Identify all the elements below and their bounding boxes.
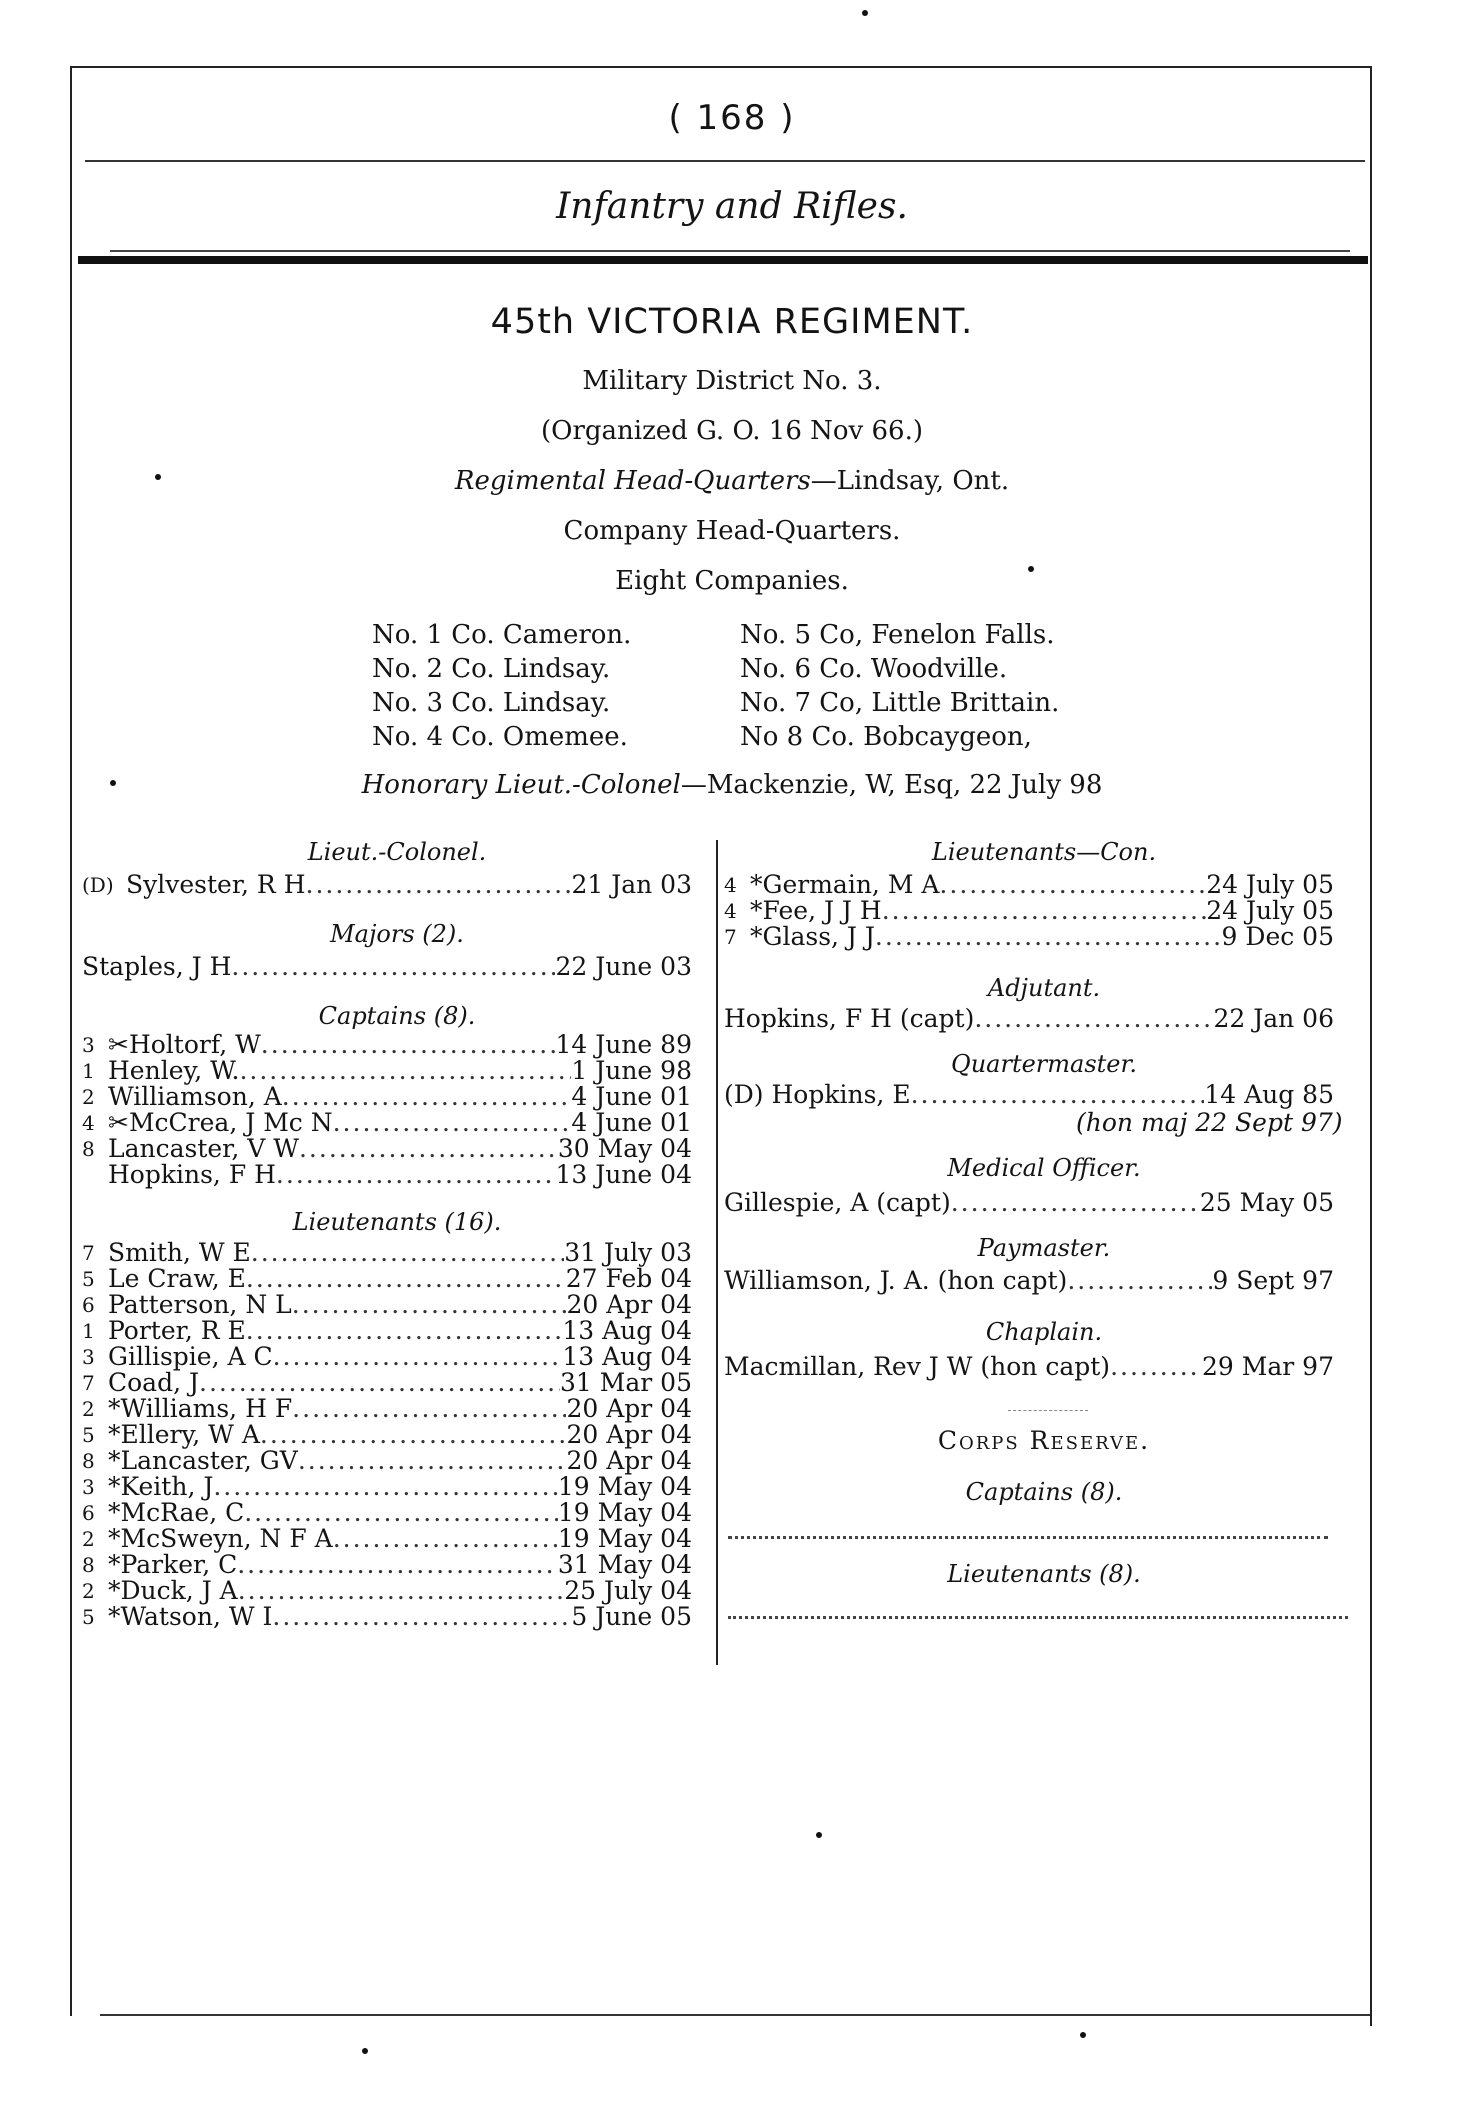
leader-dots xyxy=(237,1552,558,1578)
entry-date: 4 June 01 xyxy=(571,1082,692,1111)
entry-date: 20 Apr 04 xyxy=(566,1290,692,1319)
quartermaster-heading: Quartermaster. xyxy=(951,1050,1137,1078)
company-item: No. 1 Co. Cameron. xyxy=(372,620,632,650)
leader-dots xyxy=(244,1500,558,1526)
entry-number: 3 xyxy=(82,1033,95,1057)
list-item xyxy=(82,1162,692,1188)
entry-date: 22 June 03 xyxy=(555,952,692,981)
quartermaster-entry xyxy=(724,1082,1334,1108)
honorary-lieut-colonel xyxy=(0,770,1464,800)
ink-mark xyxy=(1080,2032,1086,2038)
reserve-captains-heading: Captains (8). xyxy=(965,1478,1123,1506)
entry-number: 8 xyxy=(82,1553,95,1577)
reserve-captains-blank xyxy=(728,1536,1328,1539)
leader-dots xyxy=(882,898,1207,924)
companies-left xyxy=(372,618,631,754)
leader-dots xyxy=(251,1240,564,1266)
entry-name: *Williams, H F xyxy=(108,1394,293,1423)
company-item: No. 4 Co. Omemee. xyxy=(372,722,628,752)
list-item xyxy=(82,1084,692,1110)
leader-dots xyxy=(261,1032,556,1058)
entry-name: ✂Holtorf, W xyxy=(108,1030,261,1059)
leader-dots xyxy=(333,1110,572,1136)
companies-count: Eight Companies. xyxy=(615,566,849,596)
entry-date: 19 May 04 xyxy=(557,1524,692,1553)
list-item xyxy=(82,1032,692,1058)
page-frame-left xyxy=(70,66,72,2016)
entry-date: 9 Dec 05 xyxy=(1221,922,1334,951)
entry-name: Coad, J xyxy=(108,1368,200,1397)
entry-name: *Germain, M A xyxy=(750,870,940,899)
entry-number: 6 xyxy=(82,1293,95,1317)
entry-date: 9 Sept 97 xyxy=(1212,1266,1334,1295)
list-item xyxy=(82,1448,692,1474)
list-item xyxy=(82,1578,692,1604)
section-title: Infantry and Rifles. xyxy=(556,186,908,227)
entry-date: 24 July 05 xyxy=(1206,896,1334,925)
list-item xyxy=(82,1604,692,1630)
entry-name: *Parker, C xyxy=(108,1550,238,1579)
list-item xyxy=(82,1292,692,1318)
entry-number: 5 xyxy=(82,1267,95,1291)
list-item xyxy=(82,1058,692,1084)
entry-name: Macmillan, Rev J W (hon capt) xyxy=(724,1352,1111,1381)
organized-note: (Organized G. O. 16 Nov 66.) xyxy=(541,416,923,446)
list-item xyxy=(82,1136,692,1162)
list-item xyxy=(82,1474,692,1500)
lieutenants-con-heading: Lieutenants—Con. xyxy=(931,838,1157,866)
majors-heading: Majors (2). xyxy=(330,920,464,948)
entry-name: *Lancaster, GV xyxy=(108,1446,298,1475)
entry-name: *McRae, C xyxy=(108,1498,245,1527)
entry-date: 31 May 04 xyxy=(557,1550,692,1579)
entry-date: 30 May 04 xyxy=(557,1134,692,1163)
entry-number: 2 xyxy=(82,1527,95,1551)
leader-dots xyxy=(238,1578,565,1604)
list-item xyxy=(724,872,1334,898)
entry-number: 7 xyxy=(82,1371,95,1395)
entry-name: *Fee, J J H xyxy=(750,896,882,925)
entry-date: 13 Aug 04 xyxy=(562,1342,692,1371)
company-item: No. 5 Co, Fenelon Falls. xyxy=(740,620,1055,650)
regimental-hq xyxy=(0,466,1464,496)
entry-number: 2 xyxy=(82,1579,95,1603)
military-district: Military District No. 3. xyxy=(582,366,882,396)
leader-dots xyxy=(260,1422,567,1448)
companies-right xyxy=(740,618,1059,754)
entry-number: 1 xyxy=(82,1059,95,1083)
leader-dots xyxy=(231,954,555,980)
entry-name: (D) Hopkins, E xyxy=(724,1080,911,1109)
company-item: No. 7 Co, Little Brittain. xyxy=(740,688,1060,718)
regiment-name: 45th VICTORIA REGIMENT. xyxy=(490,302,974,342)
entry-date: 14 June 89 xyxy=(555,1030,692,1059)
entry-name: *Duck, J A xyxy=(108,1576,238,1605)
entry-number: 5 xyxy=(82,1605,95,1629)
leader-dots xyxy=(282,1084,572,1110)
entry-date: 22 Jan 06 xyxy=(1213,1004,1334,1033)
entry-number: 7 xyxy=(82,1241,95,1265)
title-thin-rule xyxy=(110,250,1350,252)
entry-date: 20 Apr 04 xyxy=(566,1420,692,1449)
company-item: No. 6 Co. Woodville. xyxy=(740,654,1008,684)
entry-name: Williamson, A xyxy=(108,1082,282,1111)
list-item xyxy=(724,924,1334,950)
ink-mark xyxy=(110,780,116,786)
leader-dots xyxy=(239,1058,571,1084)
entry-name: Gillespie, A (capt) xyxy=(724,1188,951,1217)
entry-name: Lancaster, V W xyxy=(108,1134,299,1163)
entry-number: 8 xyxy=(82,1137,95,1161)
list-item xyxy=(724,898,1334,924)
entry-date: 19 May 04 xyxy=(557,1472,692,1501)
entry-date: 5 June 05 xyxy=(571,1602,692,1631)
regimental-hq-value: —Lindsay, Ont. xyxy=(810,466,1010,496)
entry-date: 13 June 04 xyxy=(555,1160,692,1189)
entry-number: (D) xyxy=(82,873,114,897)
leader-dots xyxy=(292,1396,566,1422)
chaplain-entry xyxy=(724,1354,1334,1380)
company-item: No. 3 Co. Lindsay. xyxy=(372,688,611,718)
honorary-label: Honorary Lieut.-Colonel xyxy=(361,770,681,800)
entry-date: 25 July 04 xyxy=(564,1576,692,1605)
leader-dots xyxy=(939,872,1206,898)
entry-name: *McSweyn, N F A xyxy=(108,1524,333,1553)
leader-dots xyxy=(306,872,572,898)
captains-heading: Captains (8). xyxy=(318,1002,476,1030)
entry-date: 29 Mar 97 xyxy=(1202,1352,1334,1381)
entry-date: 25 May 05 xyxy=(1199,1188,1334,1217)
title-thick-rule xyxy=(78,256,1368,264)
list-item xyxy=(82,1552,692,1578)
leader-dots xyxy=(273,1344,563,1370)
entry-number: 4 xyxy=(724,899,737,923)
separator-rule xyxy=(1008,1410,1088,1411)
entry-date: 21 Jan 03 xyxy=(571,870,692,899)
entry-date: 19 May 04 xyxy=(557,1498,692,1527)
lieutenants-heading: Lieutenants (16). xyxy=(292,1208,502,1236)
leader-dots xyxy=(974,1006,1213,1032)
entry-number: 4 xyxy=(724,873,737,897)
medical-entry xyxy=(724,1190,1334,1216)
leader-dots xyxy=(213,1474,557,1500)
entry-name: Le Craw, E xyxy=(108,1264,246,1293)
adjutant-heading: Adjutant. xyxy=(987,974,1101,1002)
paymaster-heading: Paymaster. xyxy=(977,1234,1111,1262)
page-frame-right xyxy=(1370,66,1372,2026)
medical-heading: Medical Officer. xyxy=(947,1154,1141,1182)
entry-name: *Watson, W I xyxy=(108,1602,273,1631)
entry-name: Sylvester, R H xyxy=(126,870,306,899)
entry-date: 31 July 03 xyxy=(564,1238,692,1267)
entry-date: 20 Apr 04 xyxy=(566,1394,692,1423)
entry-name: Porter, R E xyxy=(108,1316,246,1345)
list-item xyxy=(82,1526,692,1552)
entry-number: 1 xyxy=(82,1319,95,1343)
leader-dots xyxy=(246,1318,563,1344)
list-item xyxy=(82,1500,692,1526)
entry-number xyxy=(82,1162,108,1188)
entry-date: 4 June 01 xyxy=(571,1108,692,1137)
entry-date: 1 June 98 xyxy=(571,1056,692,1085)
list-item xyxy=(82,1344,692,1370)
paymaster-entry xyxy=(724,1268,1334,1294)
entry-number: 4 xyxy=(82,1111,95,1135)
leader-dots xyxy=(272,1604,571,1630)
entry-name: Patterson, N L xyxy=(108,1290,292,1319)
ink-mark xyxy=(155,474,161,480)
regimental-hq-label: Regimental Head-Quarters xyxy=(454,466,811,496)
entry-name: *Glass, J J xyxy=(750,922,875,951)
ink-mark xyxy=(1028,566,1034,572)
corps-reserve-heading: Corps Reserve. xyxy=(937,1426,1151,1455)
entry-name: *Ellery, W A xyxy=(108,1420,260,1449)
entry-date: 24 July 05 xyxy=(1206,870,1334,899)
entry-name: Gillispie, A C xyxy=(108,1342,273,1371)
header-rule xyxy=(85,160,1365,162)
column-divider xyxy=(716,840,718,1665)
page-frame-bottom xyxy=(100,2014,1370,2016)
entry-date: 20 Apr 04 xyxy=(566,1446,692,1475)
reserve-lieutenants-heading: Lieutenants (8). xyxy=(947,1560,1141,1588)
list-item xyxy=(82,1370,692,1396)
entry-number: 6 xyxy=(82,1501,95,1525)
entry-date: 14 Aug 85 xyxy=(1204,1080,1334,1109)
list-item xyxy=(82,1396,692,1422)
entry-number: 2 xyxy=(82,1397,95,1421)
leader-dots xyxy=(292,1292,567,1318)
chaplain-heading: Chaplain. xyxy=(985,1318,1103,1346)
company-item: No. 2 Co. Lindsay. xyxy=(372,654,611,684)
entry-number: 3 xyxy=(82,1475,95,1499)
leader-dots xyxy=(333,1526,558,1552)
list-item xyxy=(82,1318,692,1344)
company-item: No 8 Co. Bobcaygeon, xyxy=(740,722,1032,752)
entry-name: Hopkins, F H xyxy=(108,1160,276,1189)
list-item xyxy=(82,1422,692,1448)
entry-number: 8 xyxy=(82,1449,95,1473)
entry-number: 7 xyxy=(724,925,737,949)
lt-colonel-entry xyxy=(82,872,692,898)
leader-dots xyxy=(1067,1268,1212,1294)
leader-dots xyxy=(1110,1354,1202,1380)
leader-dots xyxy=(298,1448,567,1474)
entry-name: Hopkins, F H (capt) xyxy=(724,1004,975,1033)
entry-name: ✂McCrea, J Mc N xyxy=(108,1108,333,1137)
list-item xyxy=(82,1266,692,1292)
entry-name: Staples, J H xyxy=(82,952,232,981)
page-frame-top xyxy=(70,66,1370,68)
company-hq-heading: Company Head-Quarters. xyxy=(563,516,901,546)
lt-colonel-heading: Lieut.-Colonel. xyxy=(307,838,487,866)
entry-name: *Keith, J xyxy=(108,1472,214,1501)
adjutant-entry xyxy=(724,1006,1334,1032)
leader-dots xyxy=(276,1162,556,1188)
major-entry xyxy=(82,954,692,980)
quartermaster-note: (hon maj 22 Sept 97) xyxy=(1076,1108,1343,1137)
entry-name: Smith, W E xyxy=(108,1238,251,1267)
leader-dots xyxy=(246,1266,566,1292)
leader-dots xyxy=(951,1190,1200,1216)
ink-mark xyxy=(862,10,868,16)
entry-date: 31 Mar 05 xyxy=(560,1368,692,1397)
entry-number: 3 xyxy=(82,1345,95,1369)
leader-dots xyxy=(299,1136,558,1162)
entry-number: 2 xyxy=(82,1085,95,1109)
entry-date: 27 Feb 04 xyxy=(565,1264,692,1293)
entry-number: 5 xyxy=(82,1423,95,1447)
reserve-lieutenants-blank xyxy=(728,1616,1348,1619)
list-item xyxy=(82,1240,692,1266)
leader-dots xyxy=(875,924,1222,950)
ink-mark xyxy=(362,2048,368,2054)
entry-name: Williamson, J. A. (hon capt) xyxy=(724,1266,1068,1295)
entry-date: 13 Aug 04 xyxy=(562,1316,692,1345)
list-item xyxy=(82,1110,692,1136)
leader-dots xyxy=(911,1082,1205,1108)
page-number: ( 168 ) xyxy=(668,98,796,138)
entry-name: Henley, W. xyxy=(108,1056,240,1085)
leader-dots xyxy=(199,1370,560,1396)
honorary-value: —Mackenzie, W, Esq, 22 July 98 xyxy=(680,770,1103,800)
ink-mark xyxy=(816,1832,822,1838)
